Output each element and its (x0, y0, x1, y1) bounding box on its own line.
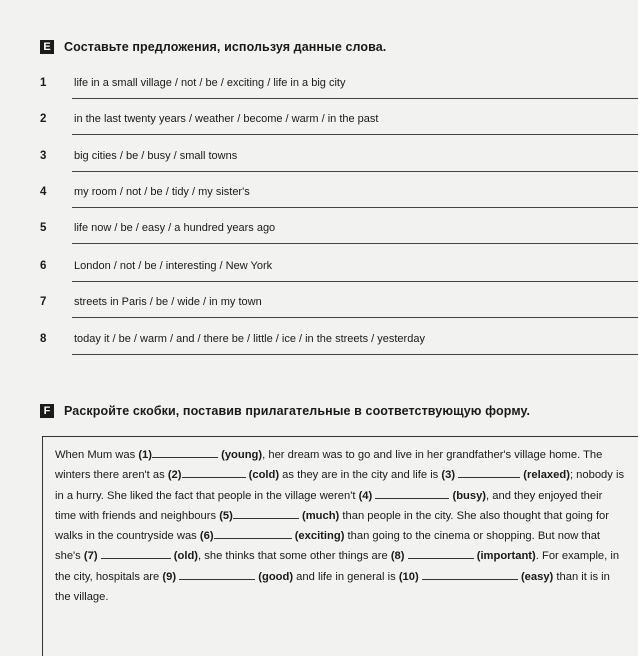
gap-blank[interactable] (152, 447, 218, 458)
adjective-cue: (easy) (520, 570, 554, 583)
exercise-item (40, 150, 638, 186)
gap-number: (4) (358, 489, 373, 502)
item-prompt: life now / be / easy / a hundred years ago (74, 222, 276, 234)
answer-line[interactable] (72, 281, 638, 282)
item-prompt: big cities / be / busy / small towns (74, 150, 238, 162)
exercise-item (40, 113, 638, 149)
item-prompt: today it / be / warm / and / there be / little / ice / in the streets / yesterday (74, 333, 425, 345)
paragraph-text: , she thinks that some other things are (198, 550, 391, 563)
section-f-title: Раскройте скобки, поставив прилагательные в соответствующую форму. (64, 404, 531, 418)
answer-line[interactable] (72, 171, 638, 172)
paragraph-text: , and they enjoyed their time with friends and neighbours (55, 489, 603, 522)
adjective-cue: (young) (221, 449, 263, 461)
exercise-item (40, 333, 638, 369)
adjective-cue: (relaxed) (523, 469, 570, 482)
gap-blank[interactable] (101, 548, 171, 559)
paragraph-text: ; nobody is in a hurry. She liked the fact that people in the village weren't (55, 469, 625, 502)
adjective-cue: (old) (173, 550, 199, 563)
item-number: 4 (40, 186, 47, 198)
gap-number: (6) (199, 530, 214, 543)
gap-fill-paragraph (55, 445, 625, 607)
exercise-item (40, 296, 638, 332)
gap-blank[interactable] (179, 569, 255, 580)
adjective-cue: (important) (476, 550, 536, 563)
section-f-letter: F (40, 404, 54, 418)
item-prompt: my room / not / be / tidy / my sister's (74, 186, 250, 198)
gap-number: (9) (162, 570, 177, 583)
item-number: 5 (40, 222, 47, 234)
paragraph-text: and life in general is (293, 570, 399, 583)
paragraph-text: When Mum was (55, 449, 139, 461)
adjective-cue: (busy) (452, 489, 487, 502)
exercise-item (40, 77, 638, 113)
section-e-title: Составьте предложения, используя данные слова. (64, 40, 387, 54)
answer-line[interactable] (72, 317, 638, 318)
gap-number: (10) (398, 570, 419, 583)
gap-blank[interactable] (408, 548, 474, 559)
adjective-cue: (good) (258, 570, 294, 583)
section-e-letter: E (40, 40, 54, 54)
adjective-cue: (cold) (248, 469, 280, 482)
item-number: 3 (40, 150, 47, 162)
item-number: 1 (40, 77, 47, 89)
answer-line[interactable] (72, 354, 638, 355)
exercise-item (40, 260, 638, 296)
gap-blank[interactable] (182, 467, 246, 478)
exercise-item (40, 222, 638, 258)
item-prompt: in the last twenty years / weather / become / warm / in the past (74, 113, 379, 125)
exercise-item (40, 186, 638, 222)
gap-blank[interactable] (422, 569, 518, 580)
adjective-cue: (exciting) (294, 530, 345, 543)
gap-blank[interactable] (214, 528, 292, 539)
item-prompt: London / not / be / interesting / New York (74, 260, 273, 272)
gap-blank[interactable] (458, 467, 520, 478)
item-prompt: streets in Paris / be / wide / in my town (74, 296, 262, 308)
section-f-header (40, 404, 530, 418)
gap-number: (3) (441, 469, 456, 482)
paragraph-text: than it is in the village. (55, 570, 610, 604)
gap-number: (1) (138, 449, 152, 461)
paragraph-text: than going to the cinema or shopping. But now that she's (55, 530, 601, 563)
answer-line[interactable] (72, 98, 638, 99)
paragraph-text: as they are in the city and life is (279, 469, 442, 482)
gap-number: (5) (219, 509, 233, 522)
item-number: 6 (40, 260, 47, 272)
item-number: 8 (40, 333, 47, 345)
paragraph-text: , her dream was to go and live in her grandfather's village home. The winters there aren't as (55, 449, 603, 482)
item-prompt: life in a small village / not / be / exciting / life in a big city (74, 77, 346, 89)
paragraph-text: than people in the city. She also thought that going for walks in the countryside was (55, 509, 610, 543)
paragraph-text: . For example, in the city, hospitals are (55, 550, 620, 583)
gap-blank[interactable] (233, 508, 299, 519)
gap-number: (7) (83, 550, 98, 563)
adjective-cue: (much) (301, 509, 340, 522)
answer-line[interactable] (72, 134, 638, 135)
gap-number: (8) (390, 550, 405, 563)
answer-line[interactable] (72, 207, 638, 208)
gap-blank[interactable] (375, 488, 449, 499)
gap-number: (2) (167, 469, 182, 482)
item-number: 2 (40, 113, 47, 125)
answer-line[interactable] (72, 243, 638, 244)
item-number: 7 (40, 296, 47, 308)
section-e-header (40, 40, 386, 54)
